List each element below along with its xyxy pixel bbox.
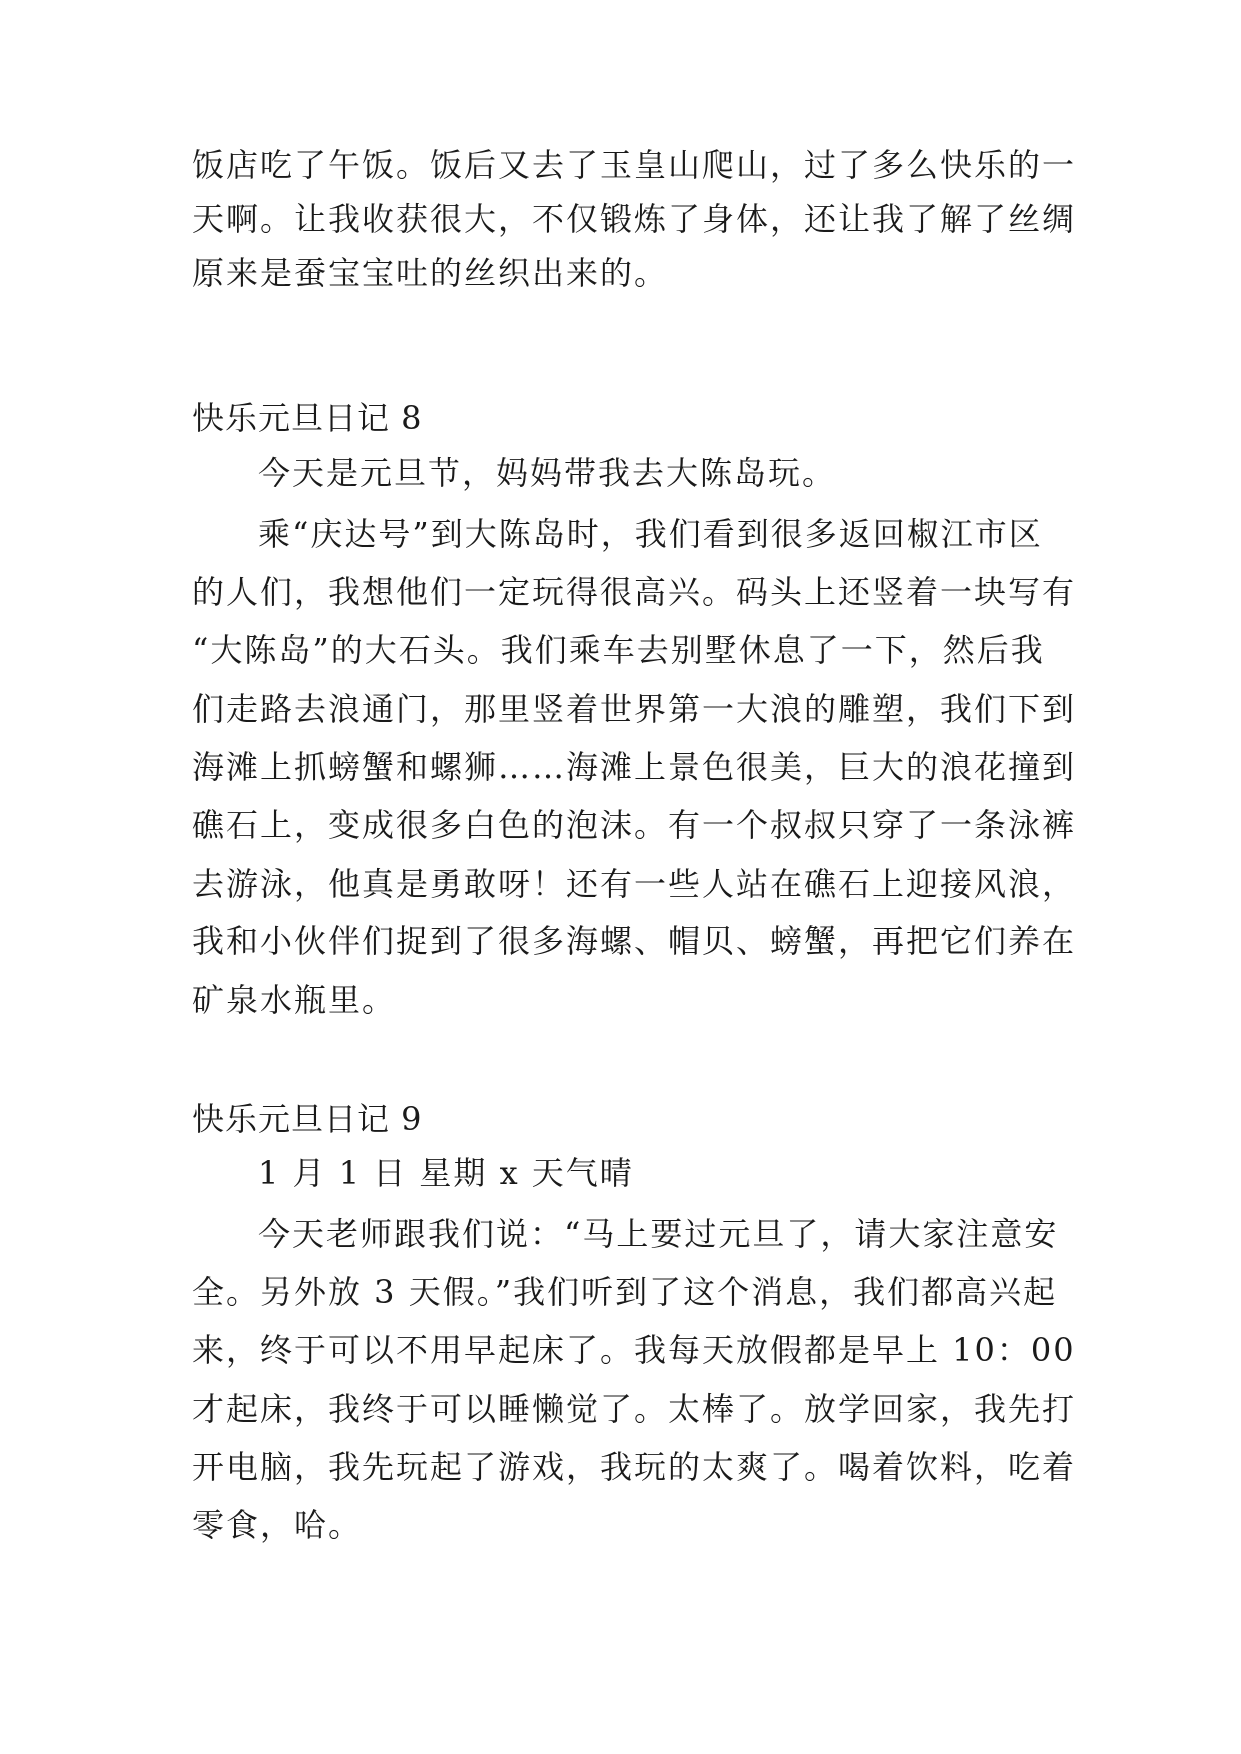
- paragraph-line: 们走路去浪通门，那里竖着世界第一大浪的雕塑，我们下到: [192, 690, 1077, 728]
- paragraph-line: 今天老师跟我们说：“马上要过元旦了，请大家注意安: [258, 1215, 1059, 1253]
- diary-9-date-line: 1 月 1 日 星期 x 天气晴: [258, 1154, 634, 1192]
- diary-9-title: 快乐元旦日记 9: [192, 1100, 423, 1138]
- paragraph-line: 海滩上抓螃蟹和螺狮……海滩上景色很美，巨大的浪花撞到: [192, 748, 1077, 786]
- paragraph-line: 全。另外放 3 天假。”我们听到了这个消息，我们都高兴起: [192, 1273, 1058, 1311]
- paragraph-line: 去游泳，他真是勇敢呀！还有一些人站在礁石上迎接风浪，: [192, 865, 1077, 903]
- paragraph-line: 才起床，我终于可以睡懒觉了。太棒了。放学回家，我先打: [192, 1390, 1077, 1428]
- paragraph-line: 开电脑，我先玩起了游戏，我玩的太爽了。喝着饮料，吃着: [192, 1448, 1077, 1486]
- paragraph-line: 零食，哈。: [192, 1506, 363, 1544]
- paragraph-line: 饭店吃了午饭。饭后又去了玉皇山爬山，过了多么快乐的一: [192, 146, 1077, 184]
- diary-8-title: 快乐元旦日记 8: [192, 399, 423, 437]
- paragraph-line: 原来是蚕宝宝吐的丝织出来的。: [192, 254, 669, 292]
- paragraph-line: “大陈岛”的大石头。我们乘车去别墅休息了一下，然后我: [192, 631, 1045, 669]
- paragraph-line: 的人们，我想他们一定玩得很高兴。码头上还竖着一块写有: [192, 573, 1077, 611]
- paragraph-line: 矿泉水瓶里。: [192, 981, 397, 1019]
- paragraph-line: 礁石上，变成很多白色的泡沫。有一个叔叔只穿了一条泳裤: [192, 806, 1077, 844]
- paragraph-line: 天啊。让我收获很大，不仅锻炼了身体，还让我了解了丝绸: [192, 200, 1077, 238]
- diary-8-intro: 今天是元旦节，妈妈带我去大陈岛玩。: [258, 454, 837, 492]
- paragraph-line: 来，终于可以不用早起床了。我每天放假都是早上 10：00: [192, 1331, 1076, 1369]
- paragraph-line: 乘“庆达号”到大陈岛时，我们看到很多返回椒江市区: [258, 515, 1043, 553]
- paragraph-line: 我和小伙伴们捉到了很多海螺、帽贝、螃蟹，再把它们养在: [192, 922, 1077, 960]
